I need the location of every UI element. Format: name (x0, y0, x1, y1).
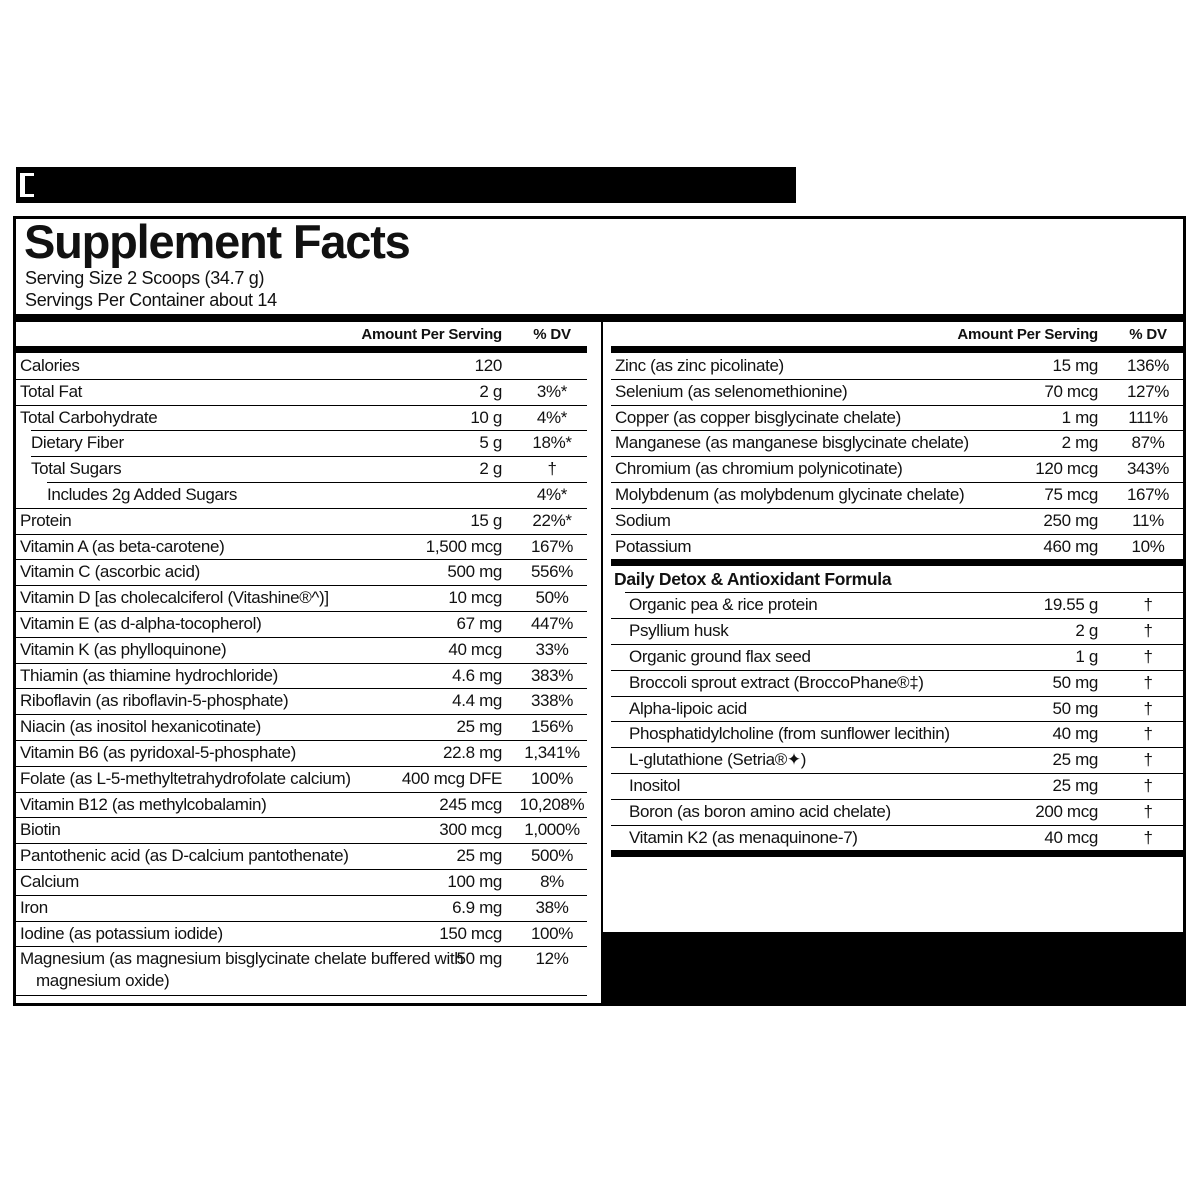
nutrient-dv: 111% (1128, 407, 1168, 427)
nutrient-name: Dietary Fiber (31, 433, 124, 453)
nutrient-name: Calcium (20, 871, 79, 891)
nutrient-name: Alpha-lipoic acid (629, 698, 747, 718)
nutrient-row (611, 508, 1183, 534)
nutrient-name: Folate (as L-5-methyltetrahydrofolate calcium) (20, 768, 351, 788)
nutrient-row (16, 688, 587, 714)
nutrient-row (16, 611, 587, 637)
nutrient-amount: 50 mg (456, 949, 502, 969)
nutrient-amount: 50 mg (1052, 698, 1098, 718)
nutrient-amount: 75 mcg (1044, 484, 1098, 504)
nutrient-amount: 25 mg (456, 846, 502, 866)
nutrient-name: Total Sugars (31, 459, 122, 479)
nutrient-row (16, 456, 587, 482)
nutrient-name: Iron (20, 897, 48, 917)
nutrient-amount: 2 g (1075, 621, 1098, 641)
nutrient-amount: 50 mg (1052, 672, 1098, 692)
nutrient-row (16, 534, 587, 560)
nutrient-amount: 300 mcg (439, 820, 502, 840)
thick-rule (611, 346, 1183, 353)
nutrient-dv: 100% (530, 768, 574, 788)
nutrient-dv: 87% (1131, 433, 1165, 453)
nutrient-row (16, 946, 587, 995)
nutrient-dv: 100% (530, 923, 574, 943)
nutrient-amount: 19.55 g (1043, 595, 1098, 615)
nutrient-name: Pantothenic acid (as D-calcium pantothenate) (20, 846, 349, 866)
nutrient-name: Organic ground flax seed (629, 646, 811, 666)
nutrient-amount: 500 mg (447, 562, 502, 582)
nutrient-row (16, 895, 587, 921)
nutrient-name: Magnesium (as magnesium bisglycinate chelate buffered with magnesium oxide) (20, 949, 464, 990)
nutrient-amount: 245 mcg (439, 794, 502, 814)
nutrient-amount: 2 g (479, 381, 502, 401)
thick-rule (16, 346, 587, 353)
nutrient-dv: 156% (530, 717, 574, 737)
nutrient-name: Biotin (20, 820, 61, 840)
nutrient-dv: 3%* (536, 381, 568, 401)
nutrient-row (611, 799, 1183, 825)
nutrient-dv: † (1143, 750, 1153, 770)
nutrient-amount: 2 mg (1061, 433, 1098, 453)
nutrient-amount: 67 mg (456, 613, 502, 633)
nutrient-amount: 120 (474, 356, 502, 375)
nutrient-row (611, 773, 1183, 799)
nutrient-name: Iodine (as potassium iodide) (20, 923, 223, 943)
amount-per-serving-header: Amount Per Serving (361, 325, 502, 343)
nutrient-dv: 12% (535, 949, 569, 969)
nutrient-dv: 38% (535, 897, 569, 917)
column-divider (601, 322, 603, 1003)
nutrient-dv: † (1143, 801, 1153, 821)
nutrient-row (16, 508, 587, 534)
nutrient-name: Inositol (629, 775, 681, 795)
nutrient-dv: 447% (530, 613, 574, 633)
nutrient-row (16, 869, 587, 895)
nutrient-amount: 150 mcg (439, 923, 502, 943)
nutrient-row (16, 740, 587, 766)
nutrient-name: Vitamin B12 (as methylcobalamin) (20, 794, 267, 814)
nutrient-name: Vitamin A (as beta-carotene) (20, 536, 225, 556)
nutrient-name: Psyllium husk (629, 621, 729, 641)
nutrient-dv: 343% (1126, 459, 1170, 479)
nutrient-name: Riboflavin (as riboflavin-5-phosphate) (20, 691, 289, 711)
divider-bar (16, 314, 1183, 322)
left-column-header (16, 322, 587, 346)
nutrient-name: Boron (as boron amino acid chelate) (629, 801, 891, 821)
nutrient-dv: 33% (535, 639, 569, 659)
nutrient-amount: 40 mcg (448, 639, 502, 659)
nutrient-row (611, 405, 1183, 431)
nutrient-name: Total Fat (20, 381, 83, 401)
nutrient-name: Calories (20, 356, 80, 375)
panel-title: Supplement Facts (24, 215, 410, 268)
nutrient-name: Includes 2g Added Sugars (47, 484, 238, 504)
nutrient-dv: † (1143, 621, 1153, 641)
nutrient-table-left (16, 353, 587, 996)
nutrient-row (611, 670, 1183, 696)
nutrient-amount: 22.8 mg (443, 742, 502, 762)
nutrient-row (16, 843, 587, 869)
nutrient-row (611, 721, 1183, 747)
nutrient-amount: 6.9 mg (452, 897, 502, 917)
nutrient-dv: 556% (530, 562, 574, 582)
right-column-header (611, 322, 1183, 346)
nutrient-amount: 15 mg (1052, 356, 1098, 375)
nutrient-dv (517, 353, 587, 379)
nutrient-name: Chromium (as chromium polynicotinate) (615, 459, 903, 479)
nutrient-amount: 5 g (479, 433, 502, 453)
nutrient-name: Organic pea & rice protein (629, 595, 818, 615)
redacted-product-name-bar (16, 167, 796, 203)
nutrient-row (16, 379, 587, 405)
nutrient-name: Zinc (as zinc picolinate) (615, 356, 784, 375)
nutrient-dv: † (1143, 724, 1153, 744)
nutrient-name: Vitamin B6 (as pyridoxal-5-phosphate) (20, 742, 296, 762)
nutrient-dv: 18%* (532, 433, 572, 453)
nutrient-dv: † (1143, 595, 1153, 615)
thick-rule (611, 559, 1183, 566)
nutrient-row (611, 644, 1183, 670)
nutrient-amount: 70 mcg (1044, 381, 1098, 401)
nutrient-amount: 25 mg (1052, 750, 1098, 770)
nutrient-amount: 2 g (479, 459, 502, 479)
nutrient-name: Vitamin K2 (as menaquinone-7) (629, 827, 858, 847)
nutrient-amount: 25 mg (1052, 775, 1098, 795)
nutrient-name: Manganese (as manganese bisglycinate chelate) (615, 433, 969, 453)
nutrient-amount: 1,500 mcg (425, 536, 502, 556)
nutrient-row (16, 792, 587, 818)
nutrient-name: Total Carbohydrate (20, 407, 158, 427)
nutrient-row (611, 747, 1183, 773)
nutrient-amount: 4.4 mg (452, 691, 502, 711)
nutrient-name: Vitamin E (as d-alpha-tocopherol) (20, 613, 262, 633)
nutrient-dv: 1,000% (524, 820, 580, 840)
nutrient-row (611, 379, 1183, 405)
right-column (611, 322, 1183, 866)
nutrient-dv: 4%* (536, 407, 568, 427)
nutrient-dv: 167% (1126, 484, 1170, 504)
nutrient-row (16, 585, 587, 611)
nutrient-amount: 100 mg (447, 871, 502, 891)
nutrient-row (611, 534, 1183, 560)
nutrient-row (611, 482, 1183, 508)
nutrient-amount: 10 mcg (448, 588, 502, 608)
nutrient-amount: 120 mcg (1035, 459, 1098, 479)
white-bracket-mark (20, 173, 34, 197)
nutrient-table-right (611, 353, 1183, 559)
nutrient-row (16, 559, 587, 585)
nutrient-amount: 40 mcg (1044, 827, 1098, 847)
nutrient-dv: 127% (1126, 381, 1170, 401)
nutrient-row (16, 921, 587, 947)
nutrient-name: Molybdenum (as molybdenum glycinate chelate) (615, 484, 965, 504)
nutrient-name: Copper (as copper bisglycinate chelate) (615, 407, 901, 427)
nutrient-name: Thiamin (as thiamine hydrochloride) (20, 665, 278, 685)
nutrient-dv: 22%* (532, 510, 572, 530)
nutrient-row (16, 482, 587, 508)
nutrient-name: Selenium (as selenomethionine) (615, 381, 848, 401)
nutrient-row (16, 353, 587, 379)
nutrient-amount: 1 mg (1061, 407, 1098, 427)
nutrient-row (611, 618, 1183, 644)
thick-rule (611, 850, 1183, 857)
nutrient-row (16, 714, 587, 740)
nutrient-amount: 1 g (1075, 646, 1098, 666)
nutrient-row (16, 766, 587, 792)
nutrient-dv: 383% (530, 665, 574, 685)
nutrient-dv: 167% (530, 536, 574, 556)
nutrient-dv: 1,341% (524, 742, 580, 762)
nutrient-row (16, 663, 587, 689)
nutrient-name: Niacin (as inositol hexanicotinate) (20, 717, 261, 737)
nutrient-amount: 4.6 mg (452, 665, 502, 685)
nutrient-dv: 50% (535, 588, 569, 608)
nutrient-name: Potassium (615, 536, 692, 556)
nutrient-row (16, 637, 587, 663)
nutrient-name: Broccoli sprout extract (BroccoPhane®‡) (629, 672, 924, 692)
nutrient-name: Sodium (615, 510, 671, 530)
nutrient-row (16, 817, 587, 843)
nutrient-dv: 10,208% (519, 794, 585, 814)
nutrient-amount: 250 mg (1043, 510, 1098, 530)
left-column (16, 322, 587, 996)
nutrient-dv: 338% (530, 691, 574, 711)
nutrient-row (611, 696, 1183, 722)
nutrient-name: Vitamin D [as cholecalciferol (Vitashine®^)] (20, 588, 329, 608)
nutrient-amount: 460 mg (1043, 536, 1098, 556)
nutrient-dv: 4%* (536, 484, 568, 504)
nutrient-dv: † (1143, 698, 1153, 718)
supplement-facts-panel (13, 216, 1186, 1006)
nutrient-dv: 8% (540, 871, 564, 891)
nutrient-name: Vitamin K (as phylloquinone) (20, 639, 227, 659)
nutrient-row (611, 353, 1183, 379)
detox-table (611, 592, 1183, 850)
servings-per-container: Servings Per Container about 14 (25, 290, 277, 310)
nutrient-amount: 400 mcg DFE (401, 768, 502, 788)
nutrient-dv: † (1143, 775, 1153, 795)
nutrient-row (16, 405, 587, 431)
nutrient-dv: 500% (530, 846, 574, 866)
nutrient-dv: † (1143, 646, 1153, 666)
nutrient-amount: 200 mcg (1035, 801, 1098, 821)
nutrient-row (611, 592, 1183, 618)
nutrient-dv: † (1143, 672, 1153, 692)
nutrient-dv: 11% (1132, 510, 1164, 530)
nutrient-row (16, 430, 587, 456)
nutrient-row (611, 825, 1183, 851)
detox-section-header: Daily Detox & Antioxidant Formula (614, 569, 892, 590)
amount-per-serving-header: Amount Per Serving (957, 325, 1098, 343)
nutrient-name: Phosphatidylcholine (from sunflower lecithin) (629, 724, 950, 744)
nutrient-dv: † (547, 459, 557, 479)
other-ingredients-box (601, 932, 1183, 1003)
serving-size: Serving Size 2 Scoops (34.7 g) (25, 268, 265, 288)
nutrient-name: Vitamin C (ascorbic acid) (20, 562, 200, 582)
nutrient-amount: 15 g (470, 510, 502, 530)
nutrient-dv: 10% (1131, 536, 1165, 556)
nutrient-row (611, 456, 1183, 482)
percent-dv-header: % DV (1129, 325, 1167, 343)
nutrient-name: L-glutathione (Setria®✦) (629, 750, 807, 770)
nutrient-dv: 136% (1126, 356, 1170, 375)
nutrient-amount: 40 mg (1052, 724, 1098, 744)
nutrient-amount (392, 482, 517, 508)
nutrient-dv: † (1143, 827, 1153, 847)
nutrient-name: Protein (20, 510, 72, 530)
nutrient-row (611, 430, 1183, 456)
nutrient-amount: 25 mg (456, 717, 502, 737)
percent-dv-header: % DV (533, 325, 571, 343)
nutrient-amount: 10 g (470, 407, 502, 427)
